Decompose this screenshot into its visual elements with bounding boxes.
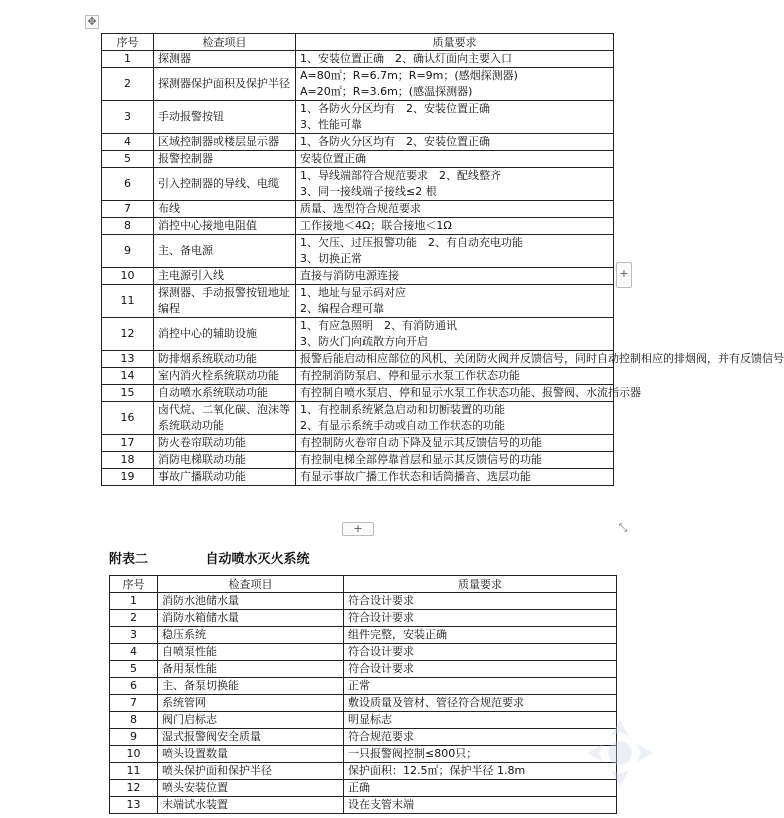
check-item: 备用泵性能 xyxy=(158,661,344,678)
row-number: 1 xyxy=(102,51,154,68)
quality-requirement xyxy=(296,385,641,402)
table-row xyxy=(102,168,614,201)
quality-requirement xyxy=(296,452,614,469)
requirement-line: 1、有控制系统紧急启动和切断装置的功能 xyxy=(300,403,505,416)
requirement-line: 1、安装位置正确 2、确认灯面向主要入口 xyxy=(300,52,512,65)
row-number: 9 xyxy=(110,729,158,746)
header-no: 序号 xyxy=(110,576,158,593)
requirement-line: 安装位置正确 xyxy=(300,152,366,165)
quality-requirement xyxy=(296,218,614,235)
check-item: 喷头设置数量 xyxy=(158,746,344,763)
add-column-button[interactable] xyxy=(616,262,632,288)
check-item: 消控中心的辅助设施 xyxy=(154,318,296,351)
quality-requirement xyxy=(296,351,784,368)
quality-requirement: 设在支管末端 xyxy=(344,797,617,814)
check-item: 探测器 xyxy=(154,51,296,68)
table-row xyxy=(102,318,614,351)
quality-requirement xyxy=(296,285,614,318)
requirement-line: 1、各防火分区均有 2、安装位置正确 xyxy=(300,135,490,148)
check-item: 系统管网 xyxy=(158,695,344,712)
check-item: 消防电梯联动功能 xyxy=(154,452,296,469)
quality-requirement xyxy=(296,368,614,385)
table-header-row xyxy=(110,576,617,593)
check-item: 消控中心接地电阻值 xyxy=(154,218,296,235)
row-number: 2 xyxy=(102,68,154,101)
quality-requirement: 符合规范要求 xyxy=(344,729,617,746)
check-item: 阀门启标志 xyxy=(158,712,344,729)
row-number: 4 xyxy=(110,644,158,661)
table-row xyxy=(102,285,614,318)
quality-requirement xyxy=(296,235,614,268)
appendix-title: 自动喷水灭火系统 xyxy=(205,552,310,567)
header-no: 序号 xyxy=(102,34,154,51)
table-row xyxy=(110,712,617,729)
table-row xyxy=(102,235,614,268)
header-item: 检查项目 xyxy=(154,34,296,51)
check-item: 自喷泵性能 xyxy=(158,644,344,661)
table-row xyxy=(110,780,617,797)
requirement-line: 3、切换正常 xyxy=(300,252,362,265)
table-row xyxy=(102,201,614,218)
row-number: 19 xyxy=(102,469,154,486)
plus-icon: + xyxy=(619,267,629,280)
requirement-line: 2、有显示系统手动或自动工作状态的功能 xyxy=(300,419,505,432)
table-row xyxy=(110,695,617,712)
check-item: 消防水池储水量 xyxy=(158,593,344,610)
check-item: 末端试水装置 xyxy=(158,797,344,814)
row-number: 7 xyxy=(110,695,158,712)
row-number: 15 xyxy=(102,385,154,402)
check-item: 探测器、手动报警按钮地址编程 xyxy=(154,285,296,318)
quality-requirement: 组件完整，安装正确 xyxy=(344,627,617,644)
quality-requirement: 符合设计要求 xyxy=(344,661,617,678)
table-row xyxy=(110,746,617,763)
table-move-handle[interactable] xyxy=(85,15,99,29)
quality-requirement: 敷设质量及管材、管径符合规范要求 xyxy=(344,695,617,712)
quality-requirement xyxy=(296,151,614,168)
requirement-line: 1、导线端部符合规范要求 2、配线整齐 xyxy=(300,169,501,182)
requirement-line: 报警后能启动相应部位的风机、关闭防火阀并反馈信号，同时自动控制相应的排烟阀，并有反馈信号 xyxy=(300,352,784,365)
table-row xyxy=(110,661,617,678)
quality-requirement: 一只报警阀控制≤800只； xyxy=(344,746,617,763)
row-number: 16 xyxy=(102,402,154,435)
check-item: 室内消火栓系统联动功能 xyxy=(154,368,296,385)
quality-requirement xyxy=(296,101,614,134)
quality-requirement xyxy=(296,318,614,351)
check-item: 喷头保护面和保护半径 xyxy=(158,763,344,780)
table-row xyxy=(102,51,614,68)
quality-requirement: 明显标志 xyxy=(344,712,617,729)
fire-alarm-inspection-table xyxy=(101,33,784,486)
quality-requirement xyxy=(296,201,614,218)
move-icon: ✥ xyxy=(87,15,97,28)
table-row xyxy=(110,610,617,627)
row-number: 4 xyxy=(102,134,154,151)
table-header-row xyxy=(102,34,614,51)
requirement-line: 1、欠压、过压报警功能 2、有自动充电功能 xyxy=(300,236,523,249)
requirement-line: A=20㎡；R=3.6m；(感温探测器) xyxy=(300,85,473,98)
table-row xyxy=(102,368,614,385)
table-row xyxy=(102,469,614,486)
table-row xyxy=(102,151,614,168)
table-row xyxy=(110,797,617,814)
appendix-label: 附表二 xyxy=(109,552,149,567)
row-number: 12 xyxy=(110,780,158,797)
table-row xyxy=(102,218,614,235)
watermark-logo xyxy=(585,718,655,788)
check-item: 主、备电源 xyxy=(154,235,296,268)
table-row xyxy=(110,763,617,780)
row-number: 3 xyxy=(102,101,154,134)
table-row xyxy=(102,351,614,368)
quality-requirement xyxy=(296,51,614,68)
requirement-line: 有控制消防泵启、停和显示水泵工作状态功能 xyxy=(300,369,520,382)
section-heading xyxy=(109,548,310,567)
quality-requirement xyxy=(296,435,614,452)
row-number: 7 xyxy=(102,201,154,218)
check-item: 探测器保护面积及保护半径 xyxy=(154,68,296,101)
check-item: 事故广播联动功能 xyxy=(154,469,296,486)
check-item: 稳压系统 xyxy=(158,627,344,644)
quality-requirement: 符合设计要求 xyxy=(344,644,617,661)
requirement-line: 1、有应急照明 2、有消防通讯 xyxy=(300,319,457,332)
row-number: 9 xyxy=(102,235,154,268)
check-item: 区域控制器或楼层显示器 xyxy=(154,134,296,151)
requirement-line: 有控制防火卷帘自动下降及显示其反馈信号的功能 xyxy=(300,436,542,449)
row-number: 17 xyxy=(102,435,154,452)
table-row xyxy=(102,402,614,435)
row-number: 8 xyxy=(102,218,154,235)
row-number: 5 xyxy=(102,151,154,168)
quality-requirement xyxy=(296,168,614,201)
check-item: 卤代烷、二氧化碳、泡沫等系统联动功能 xyxy=(154,402,296,435)
table-resize-handle[interactable] xyxy=(616,521,630,535)
table-row xyxy=(110,627,617,644)
row-number: 8 xyxy=(110,712,158,729)
table-row xyxy=(102,452,614,469)
requirement-line: 质量、选型符合规范要求 xyxy=(300,202,421,215)
sprinkler-inspection-table xyxy=(109,575,617,814)
check-item: 湿式报警阀安全质量 xyxy=(158,729,344,746)
check-item: 主、备泵切换能 xyxy=(158,678,344,695)
table-row xyxy=(110,729,617,746)
table-row xyxy=(102,134,614,151)
row-number: 14 xyxy=(102,368,154,385)
row-number: 5 xyxy=(110,661,158,678)
requirement-line: 有控制自喷水泵启、停和显示水泵工作状态功能、报警阀、水流指示器 xyxy=(300,386,641,399)
header-requirement: 质量要求 xyxy=(296,34,614,51)
row-number: 11 xyxy=(110,763,158,780)
check-item: 报警控制器 xyxy=(154,151,296,168)
requirement-line: 工作接地＜4Ω；联合接地＜1Ω xyxy=(300,219,452,232)
check-item: 布线 xyxy=(154,201,296,218)
plus-icon: + xyxy=(353,522,363,535)
requirement-line: 2、编程合理可靠 xyxy=(300,302,384,315)
row-number: 11 xyxy=(102,285,154,318)
row-number: 13 xyxy=(110,797,158,814)
requirement-line: 直接与消防电源连接 xyxy=(300,269,399,282)
quality-requirement xyxy=(296,68,614,101)
row-number: 2 xyxy=(110,610,158,627)
row-number: 3 xyxy=(110,627,158,644)
row-number: 18 xyxy=(102,452,154,469)
row-number: 6 xyxy=(110,678,158,695)
resize-icon: ⤡ xyxy=(618,521,628,534)
quality-requirement xyxy=(296,268,614,285)
requirement-line: A=80㎡；R=6.7m；R=9m；(感烟探测器) xyxy=(300,69,518,82)
row-number: 1 xyxy=(110,593,158,610)
quality-requirement: 符合设计要求 xyxy=(344,610,617,627)
requirement-line: 3、同一接线端子接线≤2 根 xyxy=(300,185,437,198)
quality-requirement: 正常 xyxy=(344,678,617,695)
table-row xyxy=(110,644,617,661)
quality-requirement xyxy=(296,402,614,435)
check-item: 引入控制器的导线、电缆 xyxy=(154,168,296,201)
row-number: 6 xyxy=(102,168,154,201)
requirement-line: 3、防火门向疏散方向开启 xyxy=(300,335,428,348)
check-item: 防火卷帘联动功能 xyxy=(154,435,296,452)
table-row xyxy=(110,678,617,695)
table-row xyxy=(102,268,614,285)
requirement-line: 3、性能可靠 xyxy=(300,118,362,131)
quality-requirement: 符合设计要求 xyxy=(344,593,617,610)
table-row xyxy=(102,435,614,452)
requirement-line: 1、各防火分区均有 2、安装位置正确 xyxy=(300,102,490,115)
quality-requirement: 保护面积：12.5㎡；保护半径 1.8m xyxy=(344,763,617,780)
check-item: 消防水箱储水量 xyxy=(158,610,344,627)
check-item: 自动喷水系统联动功能 xyxy=(154,385,296,402)
check-item: 喷头安装位置 xyxy=(158,780,344,797)
table-row xyxy=(102,68,614,101)
quality-requirement: 正确 xyxy=(344,780,617,797)
table-row xyxy=(102,101,614,134)
quality-requirement xyxy=(296,134,614,151)
add-row-button[interactable] xyxy=(342,522,374,536)
header-requirement: 质量要求 xyxy=(344,576,617,593)
check-item: 防排烟系统联动功能 xyxy=(154,351,296,368)
quality-requirement xyxy=(296,469,614,486)
row-number: 12 xyxy=(102,318,154,351)
check-item: 手动报警按钮 xyxy=(154,101,296,134)
requirement-line: 1、地址与显示码对应 xyxy=(300,286,406,299)
requirement-line: 有控制电梯全部停靠首层和显示其反馈信号的功能 xyxy=(300,453,542,466)
table-row xyxy=(110,593,617,610)
row-number: 13 xyxy=(102,351,154,368)
header-item: 检查项目 xyxy=(158,576,344,593)
check-item: 主电源引入线 xyxy=(154,268,296,285)
row-number: 10 xyxy=(110,746,158,763)
row-number: 10 xyxy=(102,268,154,285)
table-row xyxy=(102,385,614,402)
requirement-line: 有显示事故广播工作状态和话筒播音、选层功能 xyxy=(300,470,531,483)
